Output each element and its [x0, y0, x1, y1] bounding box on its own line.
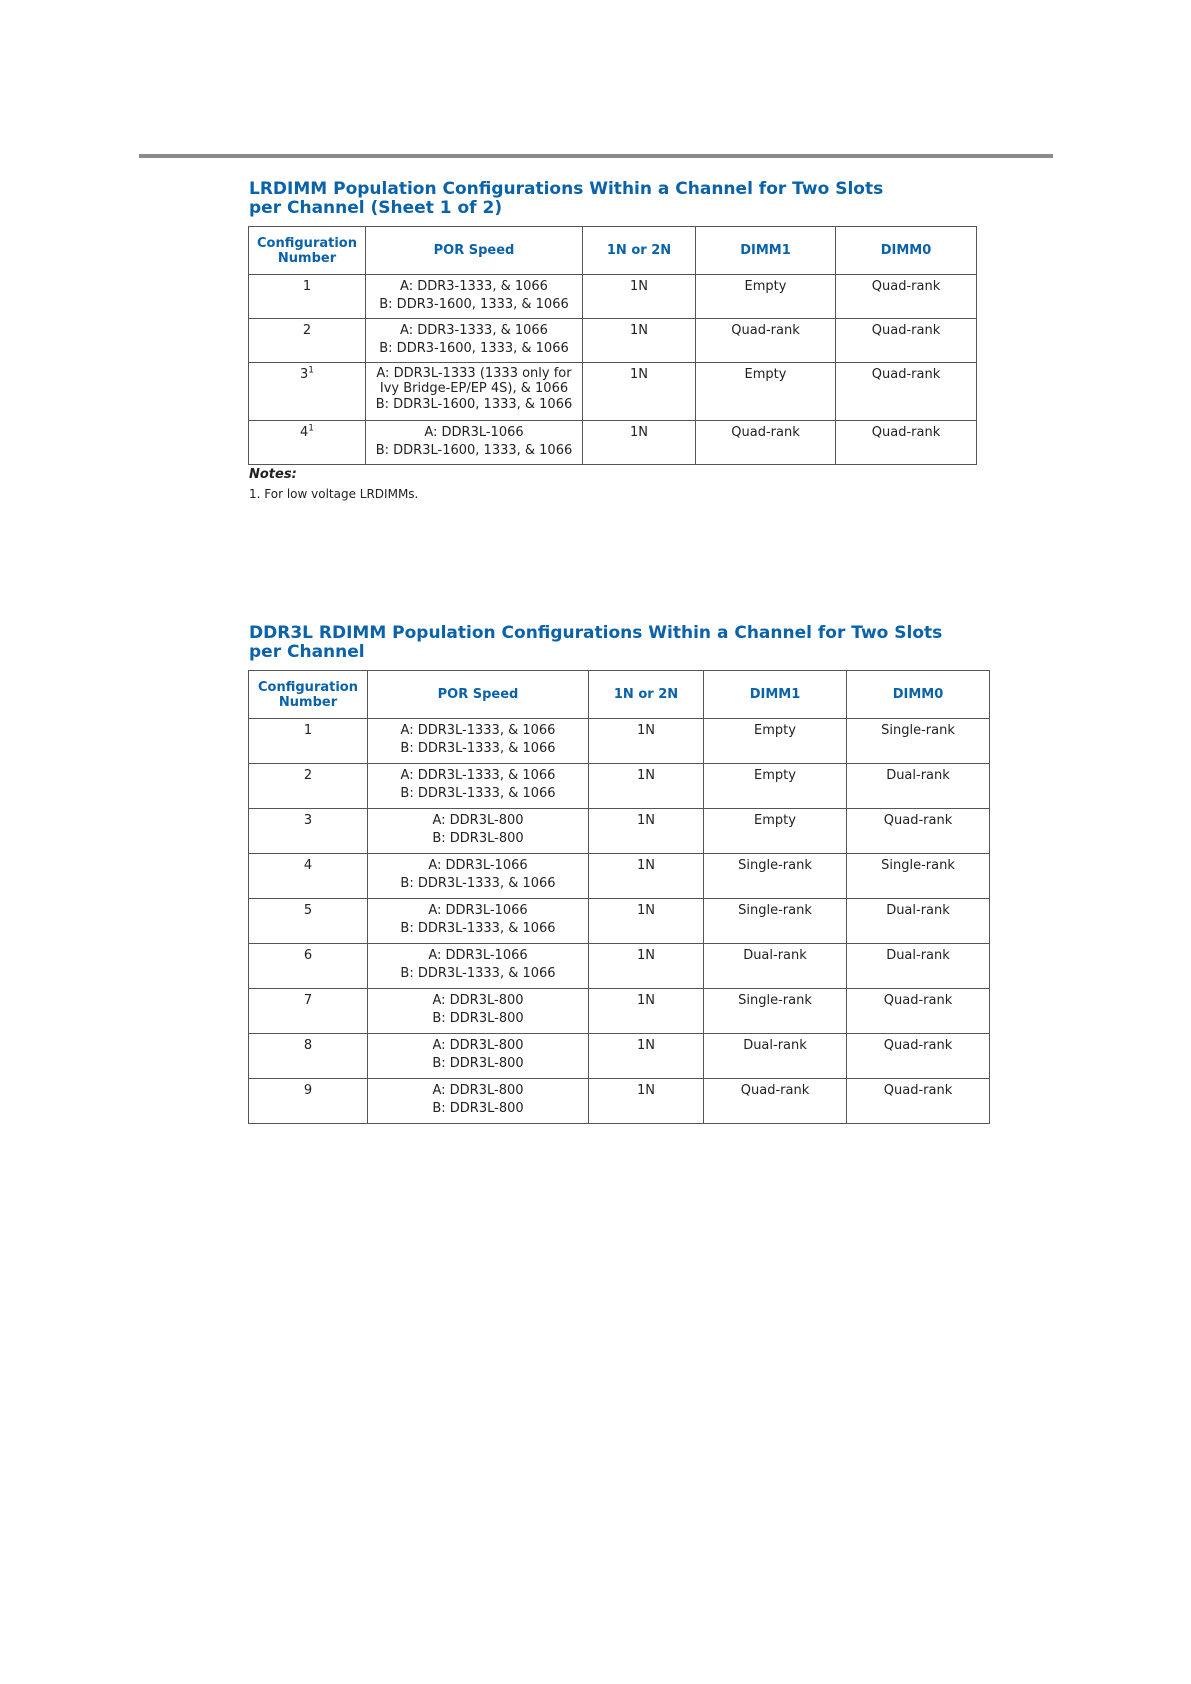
ddr3l-rdimm-config-table — [248, 670, 990, 1124]
dimm0-cell: Quad-rank — [836, 421, 977, 465]
speed-a: A: DDR3L-1333, & 1066 — [400, 768, 556, 783]
mode-cell: 1N — [589, 809, 704, 854]
speed-a: A: DDR3-1333, & 1066 — [400, 279, 548, 294]
dimm0-cell: Quad-rank — [847, 1079, 990, 1124]
dimm0-cell: Quad-rank — [836, 319, 977, 363]
header-config-line1: Configuration — [257, 235, 357, 251]
table2-header-mode: 1N or 2N — [589, 671, 704, 719]
speed-b: B: DDR3L-800 — [432, 1011, 524, 1026]
mode-cell: 1N — [583, 319, 696, 363]
config-number — [249, 363, 366, 421]
dimm0-cell: Quad-rank — [847, 1034, 990, 1079]
speed-a: A: DDR3L-800 — [432, 993, 524, 1008]
table-row — [249, 1034, 990, 1079]
config-number: 6 — [249, 944, 368, 989]
table2-header-dimm1: DIMM1 — [704, 671, 847, 719]
dimm1-cell: Empty — [704, 719, 847, 764]
por-speed-cell — [368, 764, 589, 809]
mode-cell: 1N — [583, 421, 696, 465]
speed-a: A: DDR3-1333, & 1066 — [400, 323, 548, 338]
speed-a: A: DDR3L-1066 — [428, 858, 528, 873]
dimm1-cell: Quad-rank — [696, 421, 836, 465]
dimm0-cell: Quad-rank — [847, 809, 990, 854]
table1-header-dimm0: DIMM0 — [836, 227, 977, 275]
mode-cell: 1N — [589, 899, 704, 944]
dimm1-cell: Quad-rank — [704, 1079, 847, 1124]
table2-header-por-speed: POR Speed — [368, 671, 589, 719]
config-number — [249, 421, 366, 465]
por-speed-cell — [366, 363, 583, 421]
por-speed-cell — [366, 421, 583, 465]
speed-b: B: DDR3L-1333, & 1066 — [400, 741, 556, 756]
mode-cell: 1N — [589, 764, 704, 809]
dimm0-cell: Quad-rank — [836, 363, 977, 421]
config-number: 2 — [249, 319, 366, 363]
speed-b: B: DDR3-1600, 1333, & 1066 — [379, 341, 569, 356]
dimm1-cell: Empty — [696, 275, 836, 319]
dimm1-cell: Single-rank — [704, 899, 847, 944]
table2-header-config — [249, 671, 368, 719]
speed-a: A: DDR3L-1066 — [428, 948, 528, 963]
mode-cell: 1N — [589, 944, 704, 989]
table-row — [249, 275, 977, 319]
footnote-ref: 1 — [308, 365, 314, 376]
header-config-line2: Number — [277, 250, 337, 266]
table-row — [249, 854, 990, 899]
config-number: 1 — [249, 719, 368, 764]
table-row — [249, 809, 990, 854]
table2-title-line1: DDR3L RDIMM Population Configurations Within a Channel for Two Slots — [249, 623, 943, 643]
por-speed-cell — [368, 1079, 589, 1124]
table-row — [249, 944, 990, 989]
speed-a: A: DDR3L-1333, & 1066 — [400, 723, 556, 738]
por-speed-cell — [368, 1034, 589, 1079]
speed-a: A: DDR3L-1066 — [424, 425, 524, 440]
dimm0-cell: Quad-rank — [836, 275, 977, 319]
dimm1-cell: Dual-rank — [704, 1034, 847, 1079]
dimm1-cell: Dual-rank — [704, 944, 847, 989]
por-speed-cell — [366, 319, 583, 363]
config-number: 9 — [249, 1079, 368, 1124]
table2-header-row — [249, 671, 990, 719]
table1-notes — [249, 467, 418, 501]
table-row — [249, 719, 990, 764]
speed-b: B: DDR3L-800 — [432, 831, 524, 846]
notes-title: Notes: — [249, 467, 297, 482]
table1-title-line1: LRDIMM Population Configurations Within a Channel for Two Slots — [249, 179, 884, 199]
table-row — [249, 363, 977, 421]
por-speed-cell — [368, 944, 589, 989]
speed-b: B: DDR3L-1333, & 1066 — [400, 966, 556, 981]
mode-cell: 1N — [589, 719, 704, 764]
por-speed-cell — [368, 809, 589, 854]
table-row — [249, 764, 990, 809]
speed-b: B: DDR3L-1600, 1333, & 1066 — [375, 443, 573, 458]
speed-b: B: DDR3L-1333, & 1066 — [400, 786, 556, 801]
dimm0-cell: Dual-rank — [847, 764, 990, 809]
por-speed-cell — [368, 899, 589, 944]
dimm0-cell: Single-rank — [847, 719, 990, 764]
config-number-value: 3 — [299, 367, 309, 382]
speed-b: B: DDR3L-800 — [432, 1056, 524, 1071]
dimm0-cell: Dual-rank — [847, 944, 990, 989]
table-row — [249, 1079, 990, 1124]
dimm1-cell: Empty — [704, 809, 847, 854]
mode-cell: 1N — [589, 1079, 704, 1124]
dimm0-cell: Single-rank — [847, 854, 990, 899]
mode-cell: 1N — [589, 989, 704, 1034]
speed-b: B: DDR3L-1333, & 1066 — [400, 876, 556, 891]
por-speed-cell — [368, 719, 589, 764]
speed-b: B: DDR3L-1333, & 1066 — [400, 921, 556, 936]
note-item-1: 1. For low voltage LRDIMMs. — [249, 487, 419, 501]
speed-a: A: DDR3L-800 — [432, 1038, 524, 1053]
table1-header-por-speed: POR Speed — [366, 227, 583, 275]
config-number: 3 — [249, 809, 368, 854]
speed-a: A: DDR3L-800 — [432, 813, 524, 828]
dimm1-cell: Single-rank — [704, 854, 847, 899]
mode-cell: 1N — [583, 275, 696, 319]
table1-title-line2: per Channel (Sheet 1 of 2) — [249, 198, 503, 218]
speed-a: A: DDR3L-1066 — [428, 903, 528, 918]
table1-header-row — [249, 227, 977, 275]
speed-b: B: DDR3-1600, 1333, & 1066 — [379, 297, 569, 312]
lrdimm-config-table — [248, 226, 977, 465]
config-number: 8 — [249, 1034, 368, 1079]
table2-title — [249, 624, 942, 662]
header-config-line1: Configuration — [258, 679, 358, 695]
table-row — [249, 989, 990, 1034]
dimm1-cell: Quad-rank — [696, 319, 836, 363]
footnote-ref: 1 — [308, 423, 314, 434]
table1-header-config — [249, 227, 366, 275]
table-row — [249, 421, 977, 465]
dimm1-cell: Empty — [704, 764, 847, 809]
dimm0-cell: Dual-rank — [847, 899, 990, 944]
page-header-rule — [139, 154, 1053, 158]
dimm1-cell: Empty — [696, 363, 836, 421]
header-config-line2: Number — [278, 694, 338, 710]
mode-cell: 1N — [583, 363, 696, 421]
config-number: 4 — [249, 854, 368, 899]
dimm1-cell: Single-rank — [704, 989, 847, 1034]
table-row — [249, 319, 977, 363]
table2-header-dimm0: DIMM0 — [847, 671, 990, 719]
config-number: 1 — [249, 275, 366, 319]
speed-a-line2: Ivy Bridge-EP/EP 4S), & 1066 — [379, 381, 569, 396]
speed-a-line1: A: DDR3L-1333 (1333 only for — [376, 366, 572, 381]
config-number-value: 4 — [299, 425, 309, 440]
por-speed-cell — [368, 854, 589, 899]
por-speed-cell — [366, 275, 583, 319]
speed-a: A: DDR3L-800 — [432, 1083, 524, 1098]
por-speed-cell — [368, 989, 589, 1034]
config-number: 2 — [249, 764, 368, 809]
table1-header-mode: 1N or 2N — [583, 227, 696, 275]
speed-b: B: DDR3L-1600, 1333, & 1066 — [375, 397, 573, 412]
speed-b: B: DDR3L-800 — [432, 1101, 524, 1116]
table1-title — [249, 180, 883, 218]
dimm0-cell: Quad-rank — [847, 989, 990, 1034]
table2-title-line2: per Channel — [249, 642, 365, 662]
mode-cell: 1N — [589, 854, 704, 899]
table-row — [249, 899, 990, 944]
mode-cell: 1N — [589, 1034, 704, 1079]
config-number: 5 — [249, 899, 368, 944]
config-number: 7 — [249, 989, 368, 1034]
table1-header-dimm1: DIMM1 — [696, 227, 836, 275]
